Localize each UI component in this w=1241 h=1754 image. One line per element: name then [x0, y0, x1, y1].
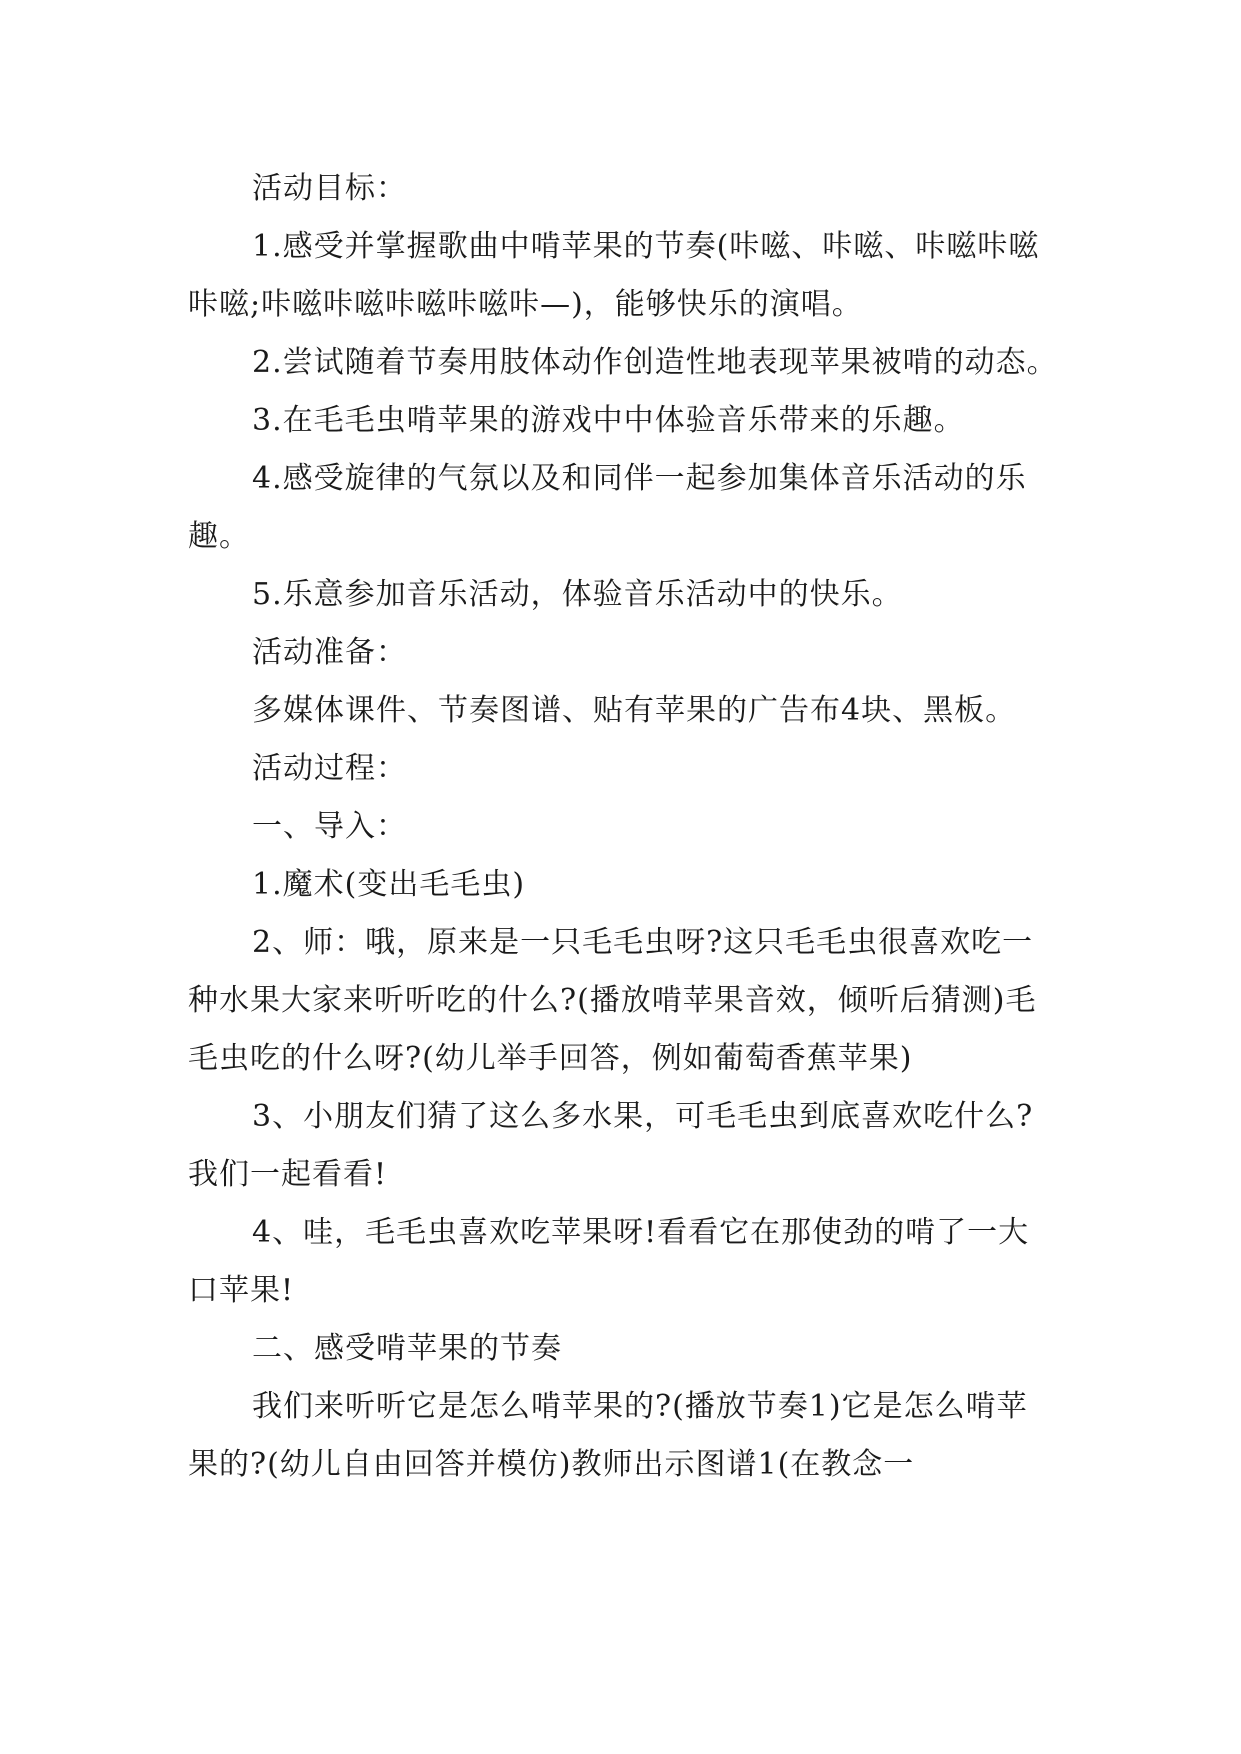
preparation-materials: 多媒体课件、节奏图谱、贴有苹果的广告布4块、黑板。 — [252, 693, 1017, 728]
heading-activity-process: 活动过程： — [252, 751, 407, 786]
goal-item-3: 3.在毛毛虫啃苹果的游戏中中体验音乐带来的乐趣。 — [252, 403, 965, 438]
heading-activity-preparation: 活动准备： — [252, 635, 407, 670]
goal-item-2: 2.尝试随着节奏用肢体动作创造性地表现苹果被啃的动态。 — [252, 345, 1058, 380]
heading-activity-goals: 活动目标： — [252, 171, 407, 206]
intro-step-4: 4、哇，毛毛虫喜欢吃苹果呀!看看它在那使劲的啃了一大口苹果! — [188, 1215, 1030, 1308]
intro-step-3: 3、小朋友们猜了这么多水果，可毛毛虫到底喜欢吃什么?我们一起看看! — [188, 1099, 1034, 1192]
goal-item-4: 4.感受旋律的气氛以及和同伴一起参加集体音乐活动的乐趣。 — [188, 461, 1027, 554]
goal-item-5: 5.乐意参加音乐活动，体验音乐活动中的快乐。 — [252, 577, 903, 612]
intro-step-2: 2、师：哦，原来是一只毛毛虫呀?这只毛毛虫很喜欢吃一种水果大家来听听吃的什么?(播放啃苹果音效，倾听后猜测)毛毛虫吃的什么呀?(幼儿举手回答，例如葡萄香蕉苹果) — [188, 925, 1037, 1076]
document-body — [188, 160, 1058, 1494]
section-heading-intro: 一、导入： — [252, 809, 407, 844]
intro-step-1: 1.魔术(变出毛毛虫) — [252, 867, 526, 902]
rhythm-paragraph: 我们来听听它是怎么啃苹果的?(播放节奏1)它是怎么啃苹果的?(幼儿自由回答并模仿)教师出示图谱1(在教念一 — [188, 1389, 1028, 1482]
section-heading-rhythm: 二、感受啃苹果的节奏 — [252, 1331, 562, 1366]
goal-item-1: 1.感受并掌握歌曲中啃苹果的节奏(咔嗞、咔嗞、咔嗞咔嗞咔嗞;咔嗞咔嗞咔嗞咔嗞咔—)，能够快乐的演唱。 — [188, 229, 1040, 322]
